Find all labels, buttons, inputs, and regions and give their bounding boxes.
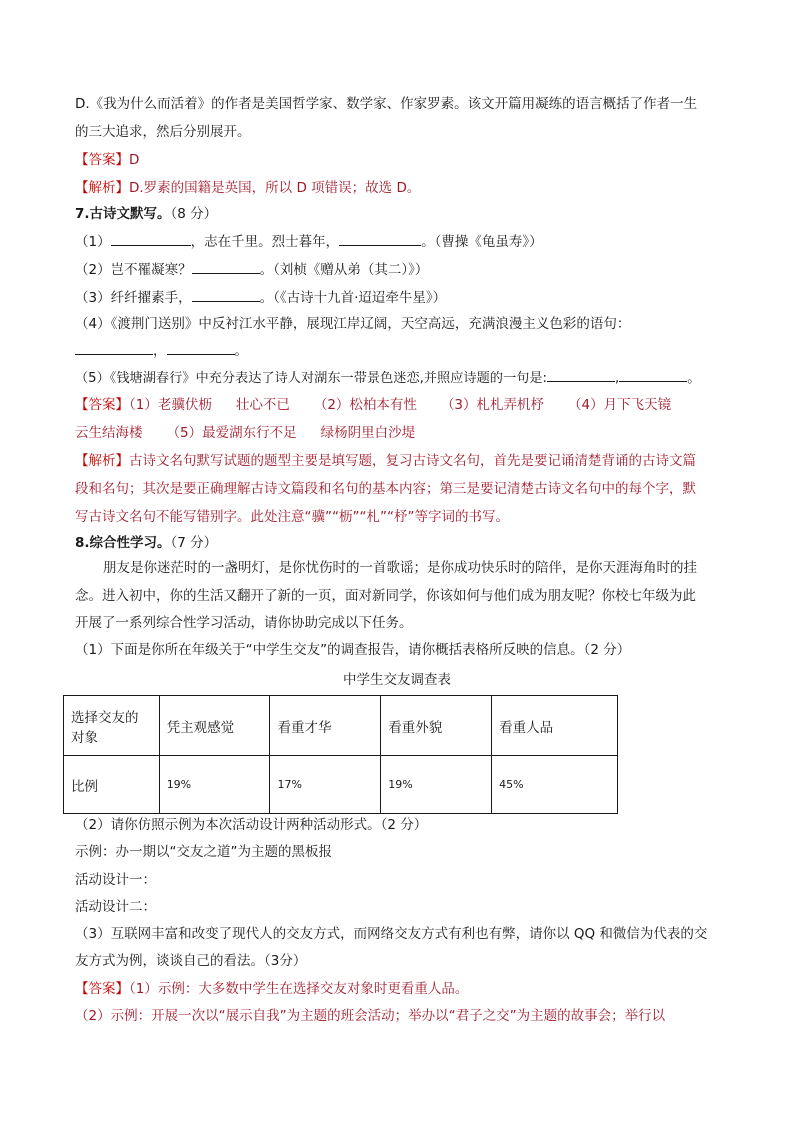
- answer-tag: 【答案】: [75, 397, 129, 413]
- q7-analysis-line3: 写古诗文名句不能写错别字。此处注意“骥”“枥”“札”“杼”等字词的书写。: [75, 509, 509, 525]
- q8-sub3-line1: （3）互联网丰富和改变了现代人的交友方式，而网络交友方式有利也有弊，请你以 QQ 和微信为代表的交: [75, 926, 708, 942]
- q8-score: （7 分）: [170, 535, 218, 551]
- q8-design2: 活动设计二：: [75, 899, 156, 915]
- q8-sub3-line2: 友方式为例，谈谈自己的看法。（3分）: [75, 953, 307, 969]
- answer-item: （2）松柏本有性: [313, 397, 417, 413]
- q7-item-3-post: 。（《古诗十九首·迢迢牵牛星》）: [259, 290, 447, 306]
- table-row: [64, 696, 618, 756]
- q8-sub2: （2）请你仿照示例为本次活动设计两种活动形式。（2 分）: [75, 817, 428, 833]
- analysis-tag: 【解析】: [75, 453, 129, 469]
- q7-item-5-text: （5）《钱塘湖春行》中充分表达了诗人对湖东一带景色迷恋,并照应诗题的一句是:: [75, 371, 547, 386]
- q6-analysis: [75, 178, 420, 198]
- q7-item-5-end: 。: [687, 371, 701, 386]
- q7-item-4-line1: （4）《渡荆门送别》中反衬江水平静，展现江岸辽阔，天空高远，充满浪漫主义色彩的语句：: [75, 316, 631, 332]
- q7-analysis-line1: [75, 451, 696, 471]
- answer-tag: 【答案】: [75, 981, 129, 997]
- q7-answer-line1: [75, 395, 671, 415]
- fill-blank: [547, 367, 615, 382]
- q7-item-3-pre: （3）纤纤擢素手，: [75, 290, 192, 306]
- fill-blank: [192, 259, 260, 274]
- q7-title: 7.古诗文默写。: [75, 206, 171, 222]
- table-caption: 中学生交友调查表: [343, 672, 451, 688]
- answer-tag: 【答案】: [75, 152, 129, 168]
- table-header-cell: 选择交友的对象: [64, 696, 160, 756]
- fill-blank: [339, 231, 421, 246]
- q8-intro-line3: 开展了一系列综合性学习活动，请你协助完成以下任务。: [75, 615, 413, 631]
- q7-item-4-line2: [75, 340, 248, 361]
- q8-design1: 活动设计一：: [75, 872, 156, 888]
- table-cell: 19%: [159, 756, 270, 814]
- q7-answer-line2: [75, 423, 415, 443]
- table-row: [64, 756, 618, 814]
- q7-analysis-line2: 段和名句；其次是要正确理解古诗文篇段和名句的基本内容；第三是要记清楚古诗文名句中的每个字，默: [75, 481, 696, 497]
- answer-item: 云生结海楼: [75, 425, 143, 441]
- q8-heading: [75, 533, 217, 553]
- answer-text: D: [129, 152, 140, 168]
- q8-answer-line1: [75, 979, 468, 999]
- analysis-text: 古诗文名句默写试题的题型主要是填写题，复习古诗文名句，首先是要记诵清楚背诵的古诗文篇: [129, 453, 696, 469]
- q7-item-3: [75, 287, 446, 308]
- q8-intro-line1: 朋友是你迷茫时的一盏明灯，是你忧伤时的一首歌谣；是你成功快乐时的陪伴，是你天涯海角时的挂: [103, 560, 697, 576]
- table-cell: 17%: [270, 756, 381, 814]
- table-cell: 19%: [381, 756, 492, 814]
- fill-blank: [167, 340, 235, 355]
- q7-item-1: [75, 231, 543, 252]
- q8-sub1: （1）下面是你所在年级关于“中学生交友”的调查报告，请你概括表格所反映的信息。（2 分）: [75, 642, 631, 658]
- q6-option-d-line2: 的三大追求，然后分别展开。: [75, 124, 251, 140]
- q7-item-1-pre: （1）: [75, 234, 111, 250]
- analysis-text: D.罗素的国籍是英国，所以 D 项错误；故选 D。: [129, 180, 421, 196]
- q7-item-4-end: 。: [234, 343, 248, 359]
- q7-item-1-post: 。（曹操《龟虽寿》）: [421, 234, 543, 250]
- q7-heading: [75, 204, 217, 224]
- table-cell: 45%: [492, 756, 618, 814]
- fill-blank: [619, 367, 687, 382]
- table-header-cell: 看重人品: [492, 696, 618, 756]
- fill-blank: [111, 231, 191, 246]
- answer-item: （1）老骥伏枥: [129, 397, 212, 413]
- answer-item: 壮心不已: [235, 397, 290, 413]
- fill-blank: [192, 287, 260, 302]
- q7-score: （8 分）: [170, 206, 218, 222]
- q6-answer: [75, 150, 139, 170]
- fill-blank: [75, 340, 153, 355]
- answer-item: （5）最爱湖东行不足: [166, 425, 297, 441]
- q7-item-5-sep: ,: [615, 371, 620, 386]
- q7-item-4-sep: ，: [153, 343, 167, 359]
- q6-option-d-line1: D.《我为什么而活着》的作者是美国哲学家、数学家、作家罗素。该文开篇用凝练的语言概括了作者一生: [75, 96, 698, 112]
- answer-item: （3）札札弄机杼: [440, 397, 545, 413]
- answer-text: （1）示例：大多数中学生在选择交友对象时更看重人品。: [129, 981, 469, 997]
- q7-item-2-post: 。（刘桢《赠从弟（其二）》）: [259, 262, 429, 278]
- q7-item-2-pre: （2）岂不罹凝寒？: [75, 262, 192, 278]
- q8-title: 8.综合性学习。: [75, 535, 171, 551]
- analysis-tag: 【解析】: [75, 180, 129, 196]
- answer-item: （4）月下飞天镜: [568, 397, 672, 413]
- survey-table: [63, 695, 618, 814]
- table-header-cell: 看重才华: [270, 696, 381, 756]
- q7-item-2: [75, 259, 428, 280]
- answer-item: 绿杨阴里白沙堤: [320, 425, 416, 441]
- q8-example: 示例：办一期以“交友之道”为主题的黑板报: [75, 844, 332, 860]
- table-cell: 比例: [64, 756, 160, 814]
- q7-item-1-mid: ，志在千里。烈士暮年，: [190, 234, 340, 250]
- q8-intro-line2: 念。进入初中，你的生活又翻开了新的一页，面对新同学，你该如何与他们成为朋友呢？你校七年级为此: [75, 588, 696, 604]
- q8-answer-line2: （2）示例：开展一次以“展示自我”为主题的班会活动；举办以“君子之交”为主题的故事会；举行以: [75, 1008, 666, 1024]
- q7-item-5: [75, 367, 700, 389]
- table-header-cell: 凭主观感觉: [159, 696, 270, 756]
- table-header-cell: 看重外貌: [381, 696, 492, 756]
